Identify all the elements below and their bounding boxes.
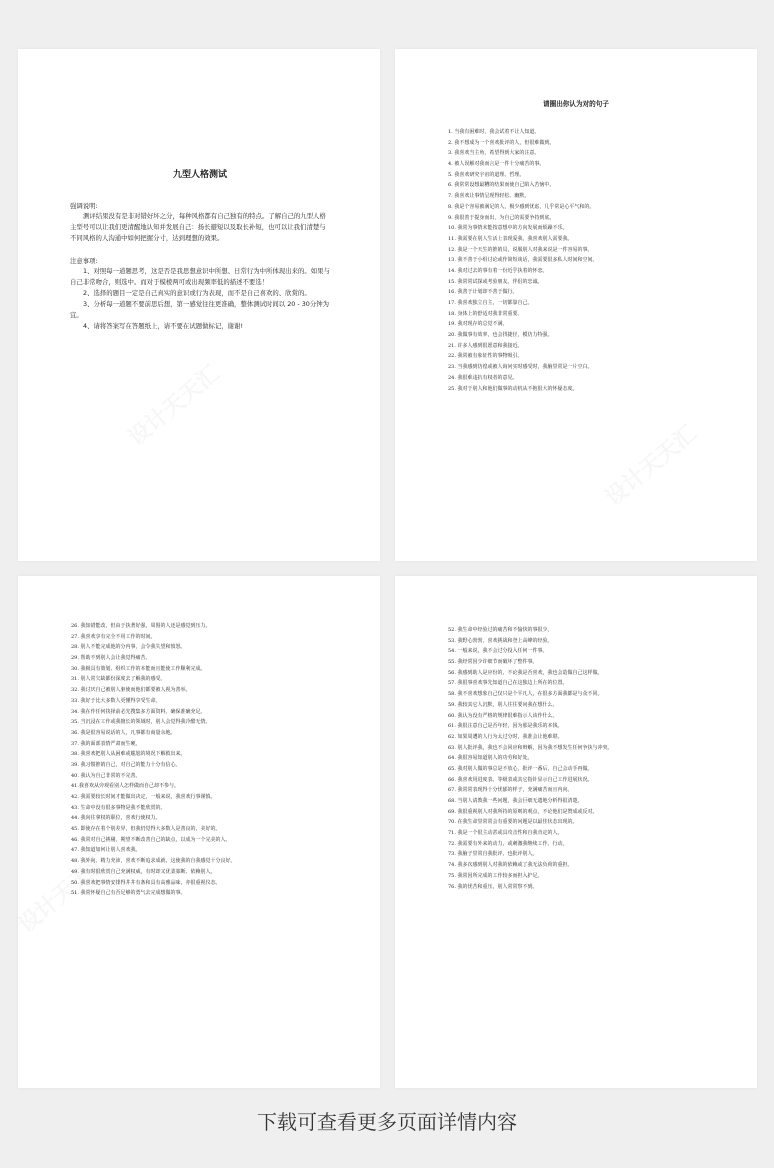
watermark (121, 357, 225, 451)
question-item: 34. 我在作任何抉择前必先搜集多方面资料，确保准确充足。 (71, 708, 206, 715)
question-item: 23. 当我感到彷徨或被人询问实时感受时，我脑里常是一片空白。 (448, 364, 593, 371)
question-item: 65. 我对别人做的事总是不放心，批评一番后，自己会动手再做。 (448, 765, 593, 772)
question-item: 36. 我是很容易说话的人，凡事都有商量余地。 (71, 729, 176, 736)
question-item: 54. 一般来说，我不会过分投入任何一件事。 (448, 648, 548, 655)
question-item: 75. 我常因所完成的工作较多而担入护足。 (448, 872, 543, 879)
question-item: 41.我喜欢从旁观看别人怎样做而自己却不参与。 (71, 783, 179, 790)
question-item: 53. 我野心勃勃，喜欢挑战和登上高峰的经验。 (448, 637, 553, 644)
note-item: 4、请将答案写在答题纸上，请不要在试题做标记，谢谢! (83, 322, 244, 330)
question-item: 63. 别人批评我，我也不会回应和辩解，因为我不想发生任何争执与冲突。 (448, 744, 613, 751)
question-item: 20. 我做事有效率，也会找捷径，模仿力特强。 (448, 332, 553, 339)
question-item: 43. 生命中没有很多事物是我不能欣赏的。 (71, 804, 166, 811)
document-page-2 (395, 49, 757, 561)
question-item: 69. 我很重视别人对我所持的原则的观点，不论他们是赞成或反对。 (448, 808, 598, 815)
question-item: 31. 别人常欠缺都份深度去了解我的感受。 (71, 676, 166, 683)
page-title: 请圈出你认为对的句子 (543, 100, 609, 108)
footer-more-pages-text: 下载可查看更多页面详情内容 (257, 1110, 517, 1134)
question-item: 52. 我生命中经验过的痛苦和不愉快的事很少。 (448, 627, 553, 633)
question-item: 62. 如果周遭的人行为太过分时，我准会让他难堪。 (448, 733, 563, 740)
question-item: 67. 我常常表现得十分忧郁的样子，充满痛苦而且内向。 (448, 787, 573, 794)
question-item: 71. 我是一个很主动甚或具攻击性和自我肯定的人。 (448, 830, 563, 837)
question-list (71, 621, 341, 899)
question-item: 8. 我是个容易被满足的人，极少感到忧虑，几乎常是心平气和的。 (448, 203, 595, 210)
question-list (448, 625, 718, 892)
question-item: 10. 我常为事情未能按意想中的方向发展而烦躁不乐。 (448, 225, 568, 232)
question-item: 35. 当沉浸在工作或我擅长的领域时，别人会觉得我冷酷无情。 (71, 719, 211, 726)
question-item: 17. 我喜欢独立自主，一切都靠自己。 (448, 300, 533, 306)
question-item: 12. 我是一个天生的推销员，说服别人对我来说是一件容易的事。 (448, 246, 593, 253)
page-title: 九型人格测试 (172, 170, 227, 180)
question-item: 14. 我对过去的事有着一份近乎执着的怀恋。 (448, 267, 548, 274)
question-item: 58. 我不喜欢想象自己仅只是个平凡人，在很多方面我都是与众不同。 (448, 691, 603, 698)
note-item: 1、对照每一道题思考，这是否是我思想意识中所想、日常行为中所体现出来的。如果与自己非常吻合，则选中。而对于模棱两可或出现频率低的描述不要选！ (70, 267, 330, 286)
document-page-4 (395, 576, 757, 1088)
question-item: 42. 我需要较长时间才能做出决定，一般来说，我喜欢行事谨慎。 (71, 794, 216, 800)
question-item: 6. 我常常设想最糟的结果而使自己陷入苦恼中。 (448, 182, 555, 189)
question-item: 70. 在我生命里常常会有重要的问题是以最佳状态出现的。 (448, 819, 578, 826)
question-item: 21. 许多人感到很愿意和我接近。 (448, 342, 523, 349)
question-item: 50. 我喜欢把事情安排得井井有条和具有高雅品味，亦很重视仪态。 (71, 879, 221, 886)
question-item: 74. 我多次感到别人对我的依赖或了我无法负荷的重担。 (448, 862, 573, 869)
watermark (598, 417, 702, 511)
question-item: 55. 我经常因少许细节而破坏了整件事。 (448, 659, 538, 666)
question-item: 57. 我很事喜欢事先知道自己在这独边上所在的位置。 (448, 680, 568, 687)
section-emphasis-text: 测评结果没有是非对错好坏之分，每种风格都有自己独有的特点。了解自己的九型人格主型号可以让我们更清醒地认知并发展自己：扬长避短以及取长补短，也可以让我们清楚与不同风格的人沟通中如何把握分寸，达到理想的效果。 (70, 212, 326, 242)
question-item: 22. 我常被有象征性的事物吸引。 (448, 353, 523, 360)
question-item: 64. 我很容易知道别人的功劳和好处。 (448, 755, 533, 762)
question-item: 44. 我向往拿权的职位，喜欢行使权力。 (71, 815, 161, 822)
question-item: 61. 我很注意自己是否年轻，因为那是我乐的本钱。 (448, 723, 563, 730)
question-item: 46. 我常对自己挑剔，期望不断改善自己的缺点，以成为一个完美的人。 (71, 836, 231, 843)
question-item: 59. 我较其它人沉默，别人往往要问我在想什么。 (448, 701, 558, 708)
question-item: 40. 我认为自己非常的不完善。 (71, 772, 141, 779)
question-item: 11. 我需要在别人生活上表现爱我，我喜欢别人需要我。 (448, 235, 573, 242)
question-item: 18. 身体上的舒适对我非常重要。 (448, 310, 523, 317)
question-item: 49. 我有时很欣赏自己充满权威，有时却又优柔寡断、依赖别人。 (71, 868, 216, 875)
question-item: 39. 我习惯推销自己，对自己的能力十分有信心。 (71, 761, 181, 768)
question-item: 45. 即使存在着个别差异，但我仍觉得大多数人是善良的、美好的。 (71, 826, 221, 833)
question-item: 51. 我常怀疑自己有否足够的勇气去完成想做的事。 (71, 890, 186, 897)
question-item: 72. 我需要有外来的动力，或刺激我继续工作、行动。 (448, 840, 568, 847)
question-item: 19. 我对现存的总觉不满。 (448, 321, 508, 328)
question-item: 76. 我的忧苦和重压，别人常常察不到。 (448, 883, 538, 890)
question-list (448, 127, 718, 394)
question-item: 48. 我外向、精力充沛，喜欢不断追求成就，这使我的自我感觉十分良好。 (71, 858, 236, 865)
question-item: 2. 我不想成为一个喜欢批评的人，但很难做到。 (448, 139, 555, 146)
document-page-1 (18, 49, 380, 561)
question-item: 66. 我喜欢用进度表、等级表或其它指针显示自己工作进展状况。 (448, 776, 593, 783)
document-page-3 (18, 576, 380, 1088)
question-item: 4. 被人误解对我而言是一件十分痛苦的事。 (448, 161, 545, 168)
question-item: 32. 我讨厌自己被别人驱使而他们都要被人视为善举。 (71, 687, 191, 694)
question-item: 38. 我喜欢把别人从困难或尴尬的境况下解救出来。 (71, 751, 186, 758)
question-item: 73. 我脑子里常自我批评，也批评别人。 (448, 851, 538, 858)
note-item: 2、选择的题目一定是自己真实的意识或行为表现，而不是自己喜欢的、欣赏的。 (83, 289, 311, 297)
question-item: 15. 我常常试探或考验朋友、伴侣的忠诚。 (448, 278, 543, 285)
question-item: 5. 我喜欢研究宇宙的道理、哲理。 (448, 171, 525, 178)
question-item: 28. 别人不能完成他的分内事，会令我失望和愤怒。 (71, 644, 186, 651)
question-item: 26. 我知错能改，但由于执著好强，周围的人还是感觉到压力。 (71, 623, 211, 629)
question-item: 16. 我善于计划却不善于做行。 (448, 289, 518, 296)
question-item: 27. 我喜欢享有完全不用工作的时间。 (71, 633, 156, 640)
question-item: 30. 我极具有策划、组织工作的本能而且能使工作顺利完成。 (71, 665, 206, 672)
question-item: 25. 我对于别人和他们做事的动机从不抱很大的怀疑态度。 (448, 385, 578, 392)
question-item: 13. 我不善于小组讨论或作简短谈话，我需要很多私人时间和空间。 (448, 257, 598, 264)
question-item: 68. 当别人请教我一些问题，我会巨细无遗地分析得很清楚。 (448, 798, 583, 804)
section-label-emphasis: 强调说明: (70, 202, 98, 210)
question-item: 24. 我很难违抗有权者的意见。 (448, 374, 518, 381)
question-item: 9. 我很善于提身而出，为自己的需要争持到底。 (448, 214, 555, 221)
section-label-notes: 注意事项: (70, 257, 98, 265)
question-item: 60. 我认为没有严格的规律很难指示人该作什么。 (448, 712, 558, 719)
note-item: 3、分析每一道题不要前思后想，第一感觉往往更准确，整体测试时间以 20 - 30分钟为宜。 (70, 300, 330, 319)
question-item: 1. 当我有困难时，我会试着不让人知道。 (448, 129, 540, 135)
question-item: 33. 我好于比大多数人更懂得享受生命。 (71, 697, 161, 704)
question-item: 29. 帮助不到别人会让我觉得痛苦。 (71, 655, 151, 662)
question-item: 3. 我喜欢当主角，希望得到大家的注意。 (448, 150, 540, 157)
question-item: 56. 我感到助人是应份的，不论我是否喜欢，我也会造做自己这样做。 (448, 669, 603, 676)
question-item: 47. 我知道如何让别人喜欢我。 (71, 847, 141, 854)
question-item: 37. 我的面部表情严肃而生硬。 (71, 740, 141, 747)
question-item: 7. 我喜欢让事情呈现得轻松、幽默。 (448, 193, 530, 200)
